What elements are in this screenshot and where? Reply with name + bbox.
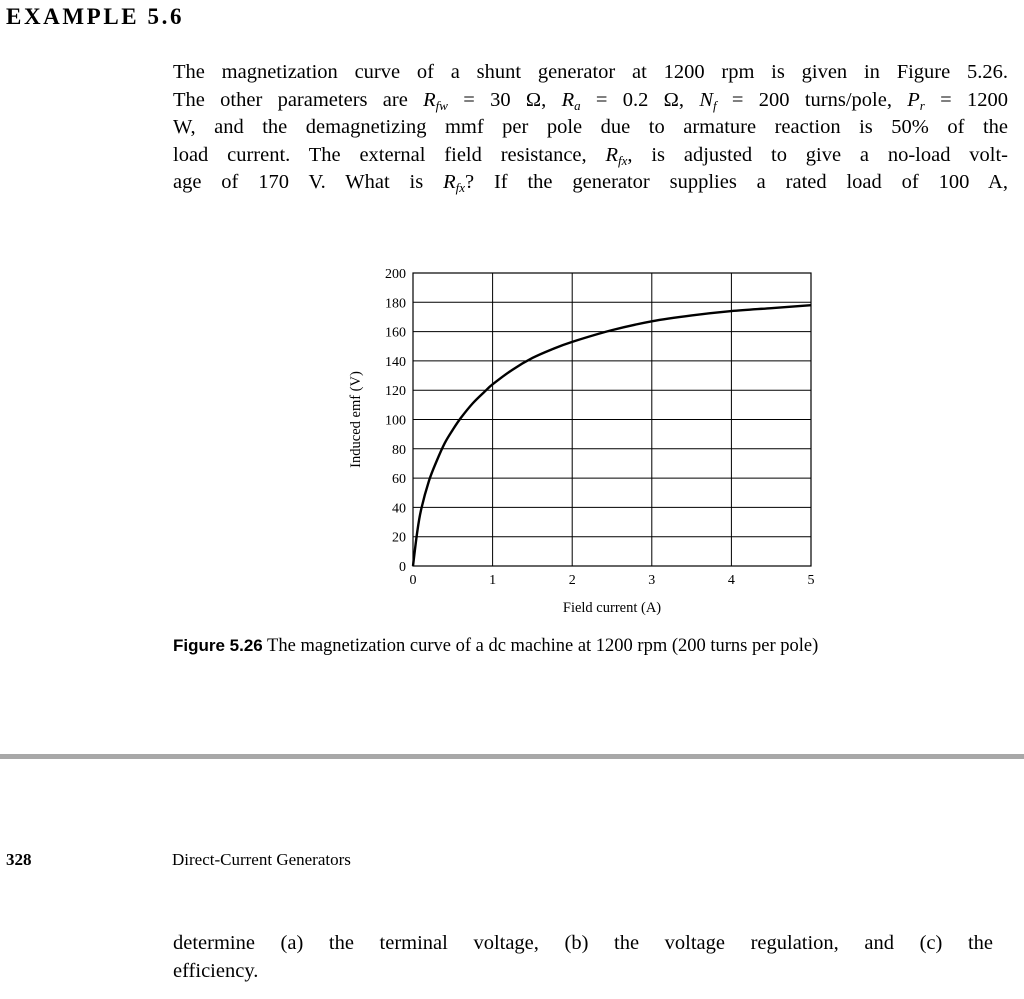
figure-caption-label: Figure 5.26	[173, 636, 263, 655]
x-tick-label: 4	[727, 573, 735, 588]
chart-grid	[413, 273, 811, 566]
problem-line-1: The magnetization curve of a shunt generator at 1200 rpm is given in Figure 5.26.	[173, 61, 1008, 83]
y-tick-label: 0	[399, 560, 406, 575]
page-divider	[0, 754, 1024, 759]
example-heading: EXAMPLE 5.6	[6, 4, 185, 29]
x-tick-label: 3	[648, 573, 656, 588]
page-number: 328	[6, 850, 32, 869]
y-tick-label: 60	[392, 472, 406, 488]
x-tick-label: 5	[807, 573, 815, 588]
figure-caption	[173, 636, 818, 657]
problem-line-2: The other parameters are $R_{fw} = 30$ Ω, $R_a = 0.2$ Ω, $N_f = 200$ turns/pole, $P_r = 1200$	[173, 88, 1009, 113]
problem-line-5: age of 170 V. What is $R_{fx}$? If the generator supplies a rated load of 100 A,	[173, 171, 1008, 195]
y-tick-label: 180	[385, 296, 406, 312]
y-tick-label: 100	[385, 413, 406, 429]
running-head: Direct-Current Generators	[172, 850, 351, 869]
magnetization-curve-line	[413, 305, 811, 566]
y-tick-label: 140	[385, 354, 406, 370]
x-tick-label: 2	[568, 573, 576, 588]
y-tick-label: 40	[392, 501, 406, 517]
continuation-line-1: determine (a) the terminal voltage, (b) the voltage regulation, and (c) the	[173, 932, 993, 954]
y-tick-label: 120	[385, 384, 406, 400]
x-tick-label: 0	[409, 573, 417, 588]
x-axis-label: Field current (A)	[562, 600, 662, 616]
problem-line-4: load current. The external field resistance, $R_{fx}$, is adjusted to give a no-load volt-	[173, 143, 1008, 168]
chart-ticks	[385, 267, 815, 588]
continuation-line-2: efficiency.	[173, 959, 259, 982]
problem-statement	[173, 59, 1008, 197]
magnetization-curve-chart	[330, 262, 830, 622]
y-tick-label: 160	[385, 325, 406, 341]
y-tick-label: 200	[385, 267, 406, 282]
continuation-text	[173, 930, 993, 985]
problem-line-3: W, and the demagnetizing mmf per pole due to armature reaction is 50% of the	[173, 116, 1008, 138]
y-tick-label: 80	[392, 442, 406, 458]
y-axis-label: Induced emf (V)	[348, 371, 364, 468]
figure-caption-text: The magnetization curve of a dc machine at 1200 rpm (200 turns per pole)	[262, 636, 819, 656]
x-tick-label: 1	[489, 573, 497, 588]
y-tick-label: 20	[392, 530, 406, 546]
